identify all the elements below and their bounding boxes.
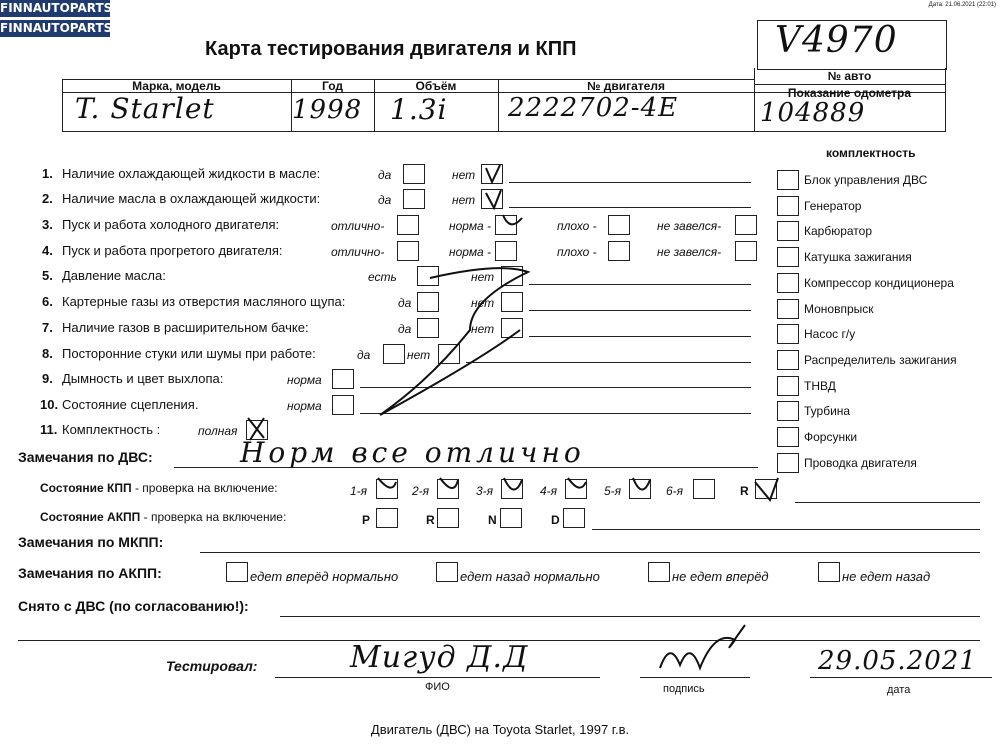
- akpp-mode-label: R: [426, 513, 435, 527]
- fio-label: ФИО: [425, 681, 450, 693]
- gear-check-1: [378, 478, 396, 488]
- gear-label: 3-я: [476, 484, 494, 498]
- check-number: 3.: [42, 217, 53, 232]
- kpp-label-rest: - проверка на включение:: [131, 481, 278, 495]
- check-option-label: отлично-: [331, 245, 385, 259]
- check-option-label: нет: [471, 296, 495, 310]
- gear-label: R: [740, 484, 749, 498]
- check-number: 6.: [42, 294, 53, 309]
- akpp-mode-label: N: [488, 513, 497, 527]
- value-engine-no: 2222702-4E: [508, 93, 679, 123]
- check-label: Дымность и цвет выхлопа:: [62, 371, 224, 386]
- check-option-label: плохо -: [557, 219, 597, 233]
- check-number: 8.: [42, 346, 53, 361]
- check-number: 10.: [40, 397, 59, 412]
- check-label: Комплектность :: [62, 422, 161, 437]
- check-number: 9.: [42, 371, 53, 386]
- check-label: Наличие газов в расширительном бачке:: [62, 320, 309, 335]
- kit-title: комплектность: [826, 146, 916, 160]
- remarks-dvs-text: Норм все отлично: [240, 436, 585, 469]
- kit-item-label: Проводка двигателя: [804, 455, 917, 470]
- value-volume: 1.3i: [390, 93, 448, 126]
- logo-line-2: FINNAUTOPARTS: [0, 21, 113, 35]
- akpp-remark-label: не едет вперёд: [672, 569, 769, 584]
- caption: Двигатель (ДВС) на Toyota Starlet, 1997 г.в.: [370, 722, 630, 737]
- header-engine-no: № двигателя: [587, 79, 665, 93]
- check-option-label: норма -: [449, 219, 492, 233]
- check-option-label: норма: [287, 373, 322, 387]
- gear-label: 5-я: [604, 484, 622, 498]
- check-label: Пуск и работа прогретого двигателя:: [62, 243, 283, 258]
- remarks-dvs-label: Замечания по ДВС:: [18, 449, 153, 465]
- gear-label: 2-я: [412, 484, 430, 498]
- kit-item-label: Блок управления ДВС: [804, 173, 928, 187]
- check-option-label: да: [357, 348, 371, 362]
- kit-item-label: Карбюратор: [804, 224, 873, 239]
- akpp-label-rest: - проверка на включение:: [140, 510, 287, 524]
- check-option-label: нет: [471, 270, 495, 284]
- value-odometer: 104889: [760, 98, 866, 128]
- header-volume: Объём: [415, 79, 457, 93]
- vehicle-code: V4970: [775, 20, 898, 61]
- check-label: Пуск и работа холодного двигателя:: [62, 217, 280, 232]
- check-option-label: да: [378, 193, 392, 207]
- gear-check-4: [568, 478, 586, 488]
- check-option-label: нет: [452, 193, 476, 207]
- check-label: Наличие масла в охлаждающей жидкости:: [62, 191, 321, 206]
- check-option-label: плохо -: [557, 245, 597, 259]
- header-odometer: Показание одометра: [787, 86, 912, 100]
- check-option-label: не завелся-: [657, 219, 722, 233]
- gear-check-3: [504, 478, 522, 490]
- check-option-label: норма: [287, 399, 322, 413]
- logo-line-1: FINNAUTOPARTS: [0, 1, 113, 15]
- check-option-label: отлично-: [331, 219, 385, 233]
- check-number: 1.: [42, 166, 53, 181]
- check-label: Посторонние стуки или шумы при работе:: [62, 346, 316, 361]
- check-number: 7.: [42, 320, 53, 335]
- remarks-mkpp-label: Замечания по МКПП:: [18, 534, 164, 550]
- kit-item-label: ТНВД: [804, 378, 836, 393]
- date-stamp: Дата: 21.06.2021 (22:01): [928, 2, 996, 8]
- akpp-remark-label: едет вперёд нормально: [250, 569, 399, 584]
- check-option-label: не завелся-: [657, 245, 722, 259]
- check-number: 11.: [40, 422, 58, 437]
- value-model: T. Starlet: [75, 92, 215, 125]
- check-number: 5.: [42, 268, 53, 283]
- gear-label: 4-я: [540, 484, 558, 498]
- check-label: Картерные газы из отверстия масляного щупа:: [62, 294, 346, 309]
- check-option-label: нет: [407, 348, 431, 362]
- check-label: Давление масла:: [62, 268, 166, 283]
- kit-item-label: Форсунки: [804, 430, 858, 444]
- kit-item-label: Распределитель зажигания: [804, 352, 957, 367]
- kpp-label-bold: Состояние КПП: [40, 481, 132, 495]
- akpp-remark-label: едет назад нормально: [460, 569, 600, 584]
- form-title: Карта тестирования двигателя и КПП: [205, 38, 577, 60]
- check-option-label: да: [398, 322, 412, 336]
- check-option-label: да: [378, 168, 392, 182]
- date-label: дата: [887, 684, 911, 696]
- check-option-label: нет: [471, 322, 495, 336]
- kit-item-label: Турбина: [804, 404, 851, 419]
- check-number: 4.: [42, 243, 53, 258]
- value-year: 1998: [292, 95, 363, 125]
- check-label: Состояние сцепления.: [62, 397, 199, 412]
- header-model: Марка, модель: [132, 79, 221, 93]
- gear-check-2: [440, 478, 458, 488]
- kit-item-label: Моновпрыск: [804, 301, 874, 316]
- akpp-remark-label: не едет назад: [842, 569, 931, 584]
- gear-check-r: [755, 478, 778, 500]
- gear-check-5: [633, 478, 650, 490]
- header-car-no: № авто: [827, 69, 872, 83]
- check-option-label: норма -: [449, 245, 492, 259]
- check-option-label: нет: [452, 168, 476, 182]
- check-option-label: да: [398, 296, 412, 310]
- signature: [660, 625, 745, 668]
- akpp-mode-label: P: [362, 513, 371, 527]
- header-year: Год: [322, 79, 343, 93]
- sweep-line: [380, 268, 528, 415]
- kit-item-label: Катушка зажигания: [804, 250, 912, 265]
- kit-item-label: Компрессор кондиционера: [804, 275, 954, 290]
- check-option-label: полная: [198, 424, 238, 438]
- remarks-akpp-label: Замечания по АКПП:: [18, 565, 162, 581]
- kit-item-label: Генератор: [804, 198, 862, 213]
- gear-label: 1-я: [350, 484, 368, 498]
- check-mark-1: [486, 165, 500, 182]
- full-x: [248, 418, 264, 440]
- sign-label: подпись: [663, 683, 705, 695]
- check-label: Наличие охлаждающей жидкости в масле:: [62, 166, 321, 181]
- check-option-label: есть: [368, 270, 397, 284]
- fio-value: Мигуд Д.Д: [350, 640, 529, 675]
- check-mark-2: [486, 190, 501, 208]
- check-mark-3: [503, 215, 522, 224]
- akpp-label-bold: Состояние АКПП: [40, 510, 141, 524]
- tested-by-label: Тестировал:: [166, 658, 258, 674]
- gear-label: 6-я: [666, 484, 684, 498]
- akpp-mode-label: D: [551, 513, 560, 527]
- date-value: 29.05.2021: [818, 646, 977, 676]
- removed-label: Снято с ДВС (по согласованию!):: [18, 598, 249, 614]
- kit-item-label: Насос г/у: [804, 327, 856, 342]
- check-number: 2.: [42, 191, 53, 206]
